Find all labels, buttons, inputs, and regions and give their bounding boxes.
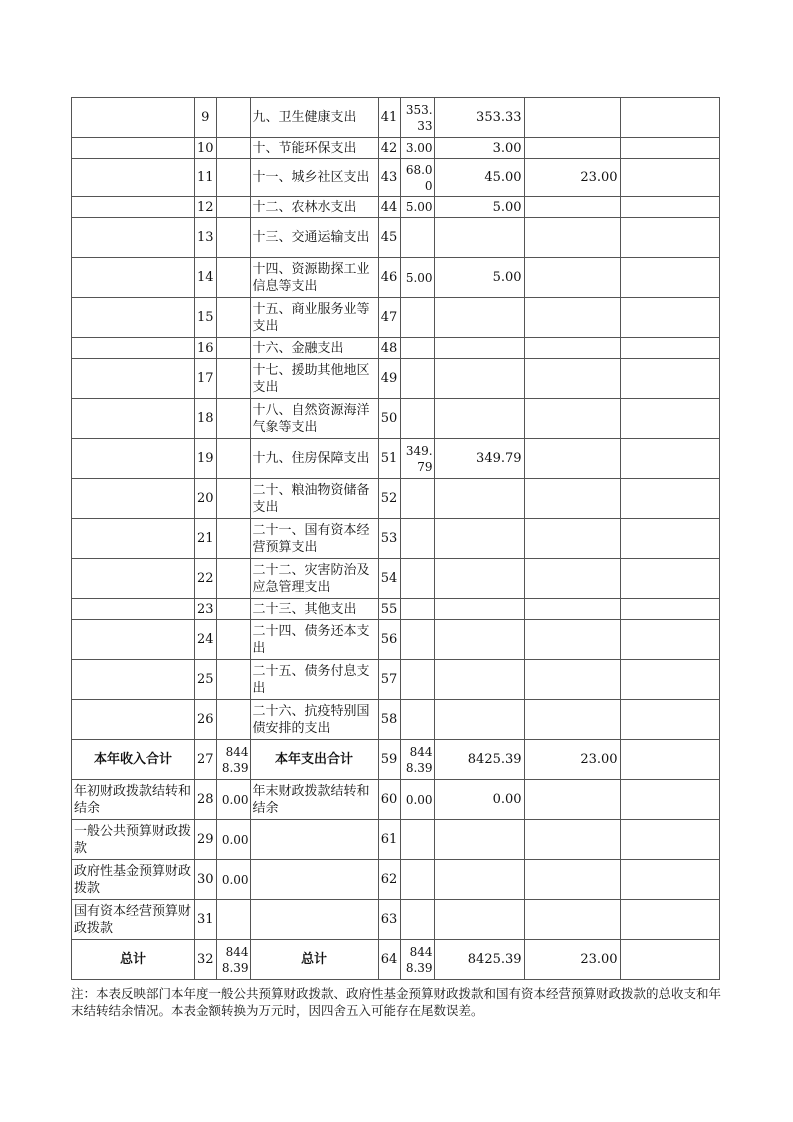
expense-line-no-cell: 54 bbox=[378, 559, 400, 599]
table-footnote: 注：本表反映部门本年度一般公共预算财政拨款、政府性基金预算财政拨款和国有资本经营预算财政拨款的总收支和年末结转结余情况。本表金额转换为万元时，因四舍五入可能存在尾数误差。 bbox=[71, 986, 722, 1018]
extra-cell bbox=[620, 159, 719, 197]
basic-expense-cell bbox=[434, 860, 524, 900]
project-expense-cell bbox=[524, 900, 620, 940]
extra-cell bbox=[620, 820, 719, 860]
expense-total-cell bbox=[400, 519, 434, 559]
income-line-no-cell: 29 bbox=[195, 820, 217, 860]
extra-cell bbox=[620, 359, 719, 399]
income-item-cell: 一般公共预算财政拨款 bbox=[72, 820, 195, 860]
expense-total-cell bbox=[400, 900, 434, 940]
expense-total-cell: 5.00 bbox=[400, 197, 434, 218]
extra-cell bbox=[620, 900, 719, 940]
income-line-no-cell: 12 bbox=[195, 197, 217, 218]
table-row bbox=[72, 298, 720, 338]
income-item-cell bbox=[72, 660, 195, 700]
income-item-cell bbox=[72, 218, 195, 258]
expense-total-cell bbox=[400, 559, 434, 599]
income-amount-cell bbox=[216, 559, 250, 599]
income-amount-cell bbox=[216, 660, 250, 700]
expense-item-cell: 十五、商业服务业等支出 bbox=[250, 298, 378, 338]
expense-item-cell: 二十、粮油物资储备支出 bbox=[250, 479, 378, 519]
income-amount-cell bbox=[216, 399, 250, 439]
basic-expense-cell: 0.00 bbox=[434, 780, 524, 820]
expense-total-cell bbox=[400, 359, 434, 399]
table-row bbox=[72, 338, 720, 359]
table-row bbox=[72, 258, 720, 298]
table-row bbox=[72, 218, 720, 258]
income-line-no-cell: 27 bbox=[195, 740, 217, 780]
income-amount-cell: 8448.39 bbox=[216, 740, 250, 780]
table-row bbox=[72, 138, 720, 159]
basic-expense-cell: 8425.39 bbox=[434, 740, 524, 780]
expense-item-cell: 十七、援助其他地区支出 bbox=[250, 359, 378, 399]
project-expense-cell bbox=[524, 519, 620, 559]
income-line-no-cell: 28 bbox=[195, 780, 217, 820]
income-line-no-cell: 17 bbox=[195, 359, 217, 399]
expense-total-cell: 68.00 bbox=[400, 159, 434, 197]
basic-expense-cell bbox=[434, 599, 524, 620]
project-expense-cell bbox=[524, 138, 620, 159]
expense-item-cell: 总计 bbox=[250, 940, 378, 980]
income-line-no-cell: 9 bbox=[195, 98, 217, 138]
table-row bbox=[72, 900, 720, 940]
extra-cell bbox=[620, 519, 719, 559]
income-item-cell: 政府性基金预算财政拨款 bbox=[72, 860, 195, 900]
expense-line-no-cell: 60 bbox=[378, 780, 400, 820]
project-expense-cell bbox=[524, 258, 620, 298]
expense-line-no-cell: 56 bbox=[378, 620, 400, 660]
table-row bbox=[72, 559, 720, 599]
income-item-cell bbox=[72, 258, 195, 298]
expense-item-cell: 二十四、债务还本支出 bbox=[250, 620, 378, 660]
extra-cell bbox=[620, 740, 719, 780]
basic-expense-cell bbox=[434, 700, 524, 740]
income-item-cell: 本年收入合计 bbox=[72, 740, 195, 780]
income-line-no-cell: 16 bbox=[195, 338, 217, 359]
table-row bbox=[72, 519, 720, 559]
income-line-no-cell: 24 bbox=[195, 620, 217, 660]
expense-line-no-cell: 41 bbox=[378, 98, 400, 138]
income-amount-cell bbox=[216, 479, 250, 519]
table-row bbox=[72, 740, 720, 780]
expense-item-cell: 十三、交通运输支出 bbox=[250, 218, 378, 258]
project-expense-cell bbox=[524, 820, 620, 860]
income-item-cell bbox=[72, 338, 195, 359]
expense-total-cell: 5.00 bbox=[400, 258, 434, 298]
basic-expense-cell bbox=[434, 338, 524, 359]
basic-expense-cell bbox=[434, 620, 524, 660]
income-amount-cell bbox=[216, 338, 250, 359]
expense-total-cell bbox=[400, 820, 434, 860]
income-item-cell bbox=[72, 197, 195, 218]
expense-total-cell bbox=[400, 660, 434, 700]
table-row bbox=[72, 359, 720, 399]
project-expense-cell bbox=[524, 660, 620, 700]
income-amount-cell bbox=[216, 197, 250, 218]
extra-cell bbox=[620, 599, 719, 620]
income-line-no-cell: 31 bbox=[195, 900, 217, 940]
expense-item-cell: 二十二、灾害防治及应急管理支出 bbox=[250, 559, 378, 599]
income-amount-cell bbox=[216, 359, 250, 399]
project-expense-cell bbox=[524, 780, 620, 820]
expense-total-cell: 8448.39 bbox=[400, 940, 434, 980]
project-expense-cell bbox=[524, 298, 620, 338]
project-expense-cell bbox=[524, 359, 620, 399]
expense-total-cell: 349.79 bbox=[400, 439, 434, 479]
project-expense-cell bbox=[524, 700, 620, 740]
expense-line-no-cell: 42 bbox=[378, 138, 400, 159]
extra-cell bbox=[620, 479, 719, 519]
table-row bbox=[72, 820, 720, 860]
income-line-no-cell: 22 bbox=[195, 559, 217, 599]
income-amount-cell bbox=[216, 700, 250, 740]
table-row bbox=[72, 780, 720, 820]
basic-expense-cell bbox=[434, 900, 524, 940]
income-item-cell bbox=[72, 98, 195, 138]
extra-cell bbox=[620, 338, 719, 359]
table-row bbox=[72, 620, 720, 660]
expense-total-cell bbox=[400, 298, 434, 338]
expense-item-cell: 十六、金融支出 bbox=[250, 338, 378, 359]
basic-expense-cell: 353.33 bbox=[434, 98, 524, 138]
table-row bbox=[72, 399, 720, 439]
income-item-cell: 国有资本经营预算财政拨款 bbox=[72, 900, 195, 940]
income-amount-cell: 0.00 bbox=[216, 860, 250, 900]
expense-total-cell bbox=[400, 700, 434, 740]
extra-cell bbox=[620, 660, 719, 700]
income-item-cell bbox=[72, 519, 195, 559]
basic-expense-cell bbox=[434, 660, 524, 700]
expense-item-cell: 十、节能环保支出 bbox=[250, 138, 378, 159]
income-line-no-cell: 20 bbox=[195, 479, 217, 519]
income-line-no-cell: 15 bbox=[195, 298, 217, 338]
income-amount-cell bbox=[216, 519, 250, 559]
extra-cell bbox=[620, 298, 719, 338]
expense-item-cell: 十一、城乡社区支出 bbox=[250, 159, 378, 197]
expense-line-no-cell: 51 bbox=[378, 439, 400, 479]
extra-cell bbox=[620, 620, 719, 660]
basic-expense-cell bbox=[434, 298, 524, 338]
income-line-no-cell: 13 bbox=[195, 218, 217, 258]
income-line-no-cell: 32 bbox=[195, 940, 217, 980]
table-row bbox=[72, 860, 720, 900]
expense-total-cell: 8448.39 bbox=[400, 740, 434, 780]
project-expense-cell bbox=[524, 559, 620, 599]
extra-cell bbox=[620, 439, 719, 479]
expense-total-cell bbox=[400, 218, 434, 258]
expense-line-no-cell: 58 bbox=[378, 700, 400, 740]
expense-item-cell: 本年支出合计 bbox=[250, 740, 378, 780]
income-amount-cell bbox=[216, 900, 250, 940]
expense-item-cell bbox=[250, 820, 378, 860]
income-line-no-cell: 19 bbox=[195, 439, 217, 479]
table-body bbox=[72, 98, 720, 980]
expense-item-cell: 年末财政拨款结转和结余 bbox=[250, 780, 378, 820]
extra-cell bbox=[620, 700, 719, 740]
basic-expense-cell bbox=[434, 519, 524, 559]
extra-cell bbox=[620, 559, 719, 599]
income-item-cell bbox=[72, 620, 195, 660]
income-amount-cell bbox=[216, 599, 250, 620]
income-item-cell bbox=[72, 559, 195, 599]
income-line-no-cell: 25 bbox=[195, 660, 217, 700]
expense-item-cell: 二十三、其他支出 bbox=[250, 599, 378, 620]
income-item-cell bbox=[72, 700, 195, 740]
income-amount-cell bbox=[216, 298, 250, 338]
expense-item-cell bbox=[250, 900, 378, 940]
expense-line-no-cell: 46 bbox=[378, 258, 400, 298]
extra-cell bbox=[620, 138, 719, 159]
expense-line-no-cell: 48 bbox=[378, 338, 400, 359]
expense-item-cell: 二十一、国有资本经营预算支出 bbox=[250, 519, 378, 559]
project-expense-cell bbox=[524, 197, 620, 218]
income-line-no-cell: 23 bbox=[195, 599, 217, 620]
table-row bbox=[72, 599, 720, 620]
expense-line-no-cell: 63 bbox=[378, 900, 400, 940]
project-expense-cell bbox=[524, 98, 620, 138]
expense-total-cell bbox=[400, 479, 434, 519]
expense-total-cell bbox=[400, 338, 434, 359]
expense-item-cell: 十八、自然资源海洋气象等支出 bbox=[250, 399, 378, 439]
expense-item-cell: 十九、住房保障支出 bbox=[250, 439, 378, 479]
extra-cell bbox=[620, 258, 719, 298]
table-row bbox=[72, 940, 720, 980]
income-line-no-cell: 21 bbox=[195, 519, 217, 559]
basic-expense-cell: 3.00 bbox=[434, 138, 524, 159]
expense-total-cell bbox=[400, 860, 434, 900]
expense-line-no-cell: 44 bbox=[378, 197, 400, 218]
income-amount-cell: 8448.39 bbox=[216, 940, 250, 980]
expense-item-cell: 二十六、抗疫特别国债安排的支出 bbox=[250, 700, 378, 740]
expense-line-no-cell: 43 bbox=[378, 159, 400, 197]
income-item-cell bbox=[72, 479, 195, 519]
extra-cell bbox=[620, 399, 719, 439]
expense-total-cell bbox=[400, 599, 434, 620]
expense-total-cell: 0.00 bbox=[400, 780, 434, 820]
basic-expense-cell: 45.00 bbox=[434, 159, 524, 197]
project-expense-cell: 23.00 bbox=[524, 740, 620, 780]
income-line-no-cell: 14 bbox=[195, 258, 217, 298]
income-amount-cell bbox=[216, 98, 250, 138]
income-item-cell bbox=[72, 138, 195, 159]
expense-line-no-cell: 64 bbox=[378, 940, 400, 980]
expense-line-no-cell: 49 bbox=[378, 359, 400, 399]
income-item-cell bbox=[72, 399, 195, 439]
project-expense-cell bbox=[524, 860, 620, 900]
basic-expense-cell bbox=[434, 820, 524, 860]
table-row bbox=[72, 439, 720, 479]
expense-line-no-cell: 61 bbox=[378, 820, 400, 860]
table-row bbox=[72, 479, 720, 519]
income-amount-cell bbox=[216, 620, 250, 660]
project-expense-cell bbox=[524, 599, 620, 620]
basic-expense-cell bbox=[434, 479, 524, 519]
expense-item-cell: 十二、农林水支出 bbox=[250, 197, 378, 218]
basic-expense-cell bbox=[434, 218, 524, 258]
expense-item-cell: 二十五、债务付息支出 bbox=[250, 660, 378, 700]
income-amount-cell bbox=[216, 138, 250, 159]
income-item-cell: 总计 bbox=[72, 940, 195, 980]
income-amount-cell bbox=[216, 258, 250, 298]
basic-expense-cell: 5.00 bbox=[434, 258, 524, 298]
expense-line-no-cell: 62 bbox=[378, 860, 400, 900]
expense-item-cell bbox=[250, 860, 378, 900]
income-amount-cell: 0.00 bbox=[216, 820, 250, 860]
expense-line-no-cell: 47 bbox=[378, 298, 400, 338]
expense-line-no-cell: 55 bbox=[378, 599, 400, 620]
expense-line-no-cell: 59 bbox=[378, 740, 400, 780]
basic-expense-cell: 8425.39 bbox=[434, 940, 524, 980]
extra-cell bbox=[620, 98, 719, 138]
expense-line-no-cell: 50 bbox=[378, 399, 400, 439]
expense-total-cell: 3.00 bbox=[400, 138, 434, 159]
basic-expense-cell bbox=[434, 359, 524, 399]
income-amount-cell bbox=[216, 218, 250, 258]
expense-line-no-cell: 52 bbox=[378, 479, 400, 519]
income-line-no-cell: 10 bbox=[195, 138, 217, 159]
expense-total-cell bbox=[400, 620, 434, 660]
income-item-cell bbox=[72, 159, 195, 197]
project-expense-cell bbox=[524, 439, 620, 479]
expense-item-cell: 九、卫生健康支出 bbox=[250, 98, 378, 138]
income-line-no-cell: 18 bbox=[195, 399, 217, 439]
income-amount-cell bbox=[216, 439, 250, 479]
extra-cell bbox=[620, 860, 719, 900]
project-expense-cell bbox=[524, 479, 620, 519]
income-line-no-cell: 30 bbox=[195, 860, 217, 900]
income-item-cell: 年初财政拨款结转和结余 bbox=[72, 780, 195, 820]
budget-table bbox=[71, 97, 720, 980]
income-item-cell bbox=[72, 599, 195, 620]
basic-expense-cell: 349.79 bbox=[434, 439, 524, 479]
expense-line-no-cell: 57 bbox=[378, 660, 400, 700]
project-expense-cell bbox=[524, 620, 620, 660]
table-row bbox=[72, 700, 720, 740]
table-row bbox=[72, 660, 720, 700]
expense-line-no-cell: 45 bbox=[378, 218, 400, 258]
project-expense-cell: 23.00 bbox=[524, 940, 620, 980]
extra-cell bbox=[620, 780, 719, 820]
expense-item-cell: 十四、资源勘探工业信息等支出 bbox=[250, 258, 378, 298]
table-row bbox=[72, 197, 720, 218]
basic-expense-cell bbox=[434, 399, 524, 439]
income-item-cell bbox=[72, 359, 195, 399]
expense-line-no-cell: 53 bbox=[378, 519, 400, 559]
income-line-no-cell: 11 bbox=[195, 159, 217, 197]
table-row bbox=[72, 159, 720, 197]
basic-expense-cell bbox=[434, 559, 524, 599]
expense-total-cell bbox=[400, 399, 434, 439]
project-expense-cell bbox=[524, 338, 620, 359]
table-row bbox=[72, 98, 720, 138]
income-amount-cell: 0.00 bbox=[216, 780, 250, 820]
expense-total-cell: 353.33 bbox=[400, 98, 434, 138]
extra-cell bbox=[620, 197, 719, 218]
project-expense-cell bbox=[524, 399, 620, 439]
income-item-cell bbox=[72, 439, 195, 479]
income-amount-cell bbox=[216, 159, 250, 197]
basic-expense-cell: 5.00 bbox=[434, 197, 524, 218]
extra-cell bbox=[620, 218, 719, 258]
income-item-cell bbox=[72, 298, 195, 338]
project-expense-cell bbox=[524, 218, 620, 258]
income-line-no-cell: 26 bbox=[195, 700, 217, 740]
extra-cell bbox=[620, 940, 719, 980]
project-expense-cell: 23.00 bbox=[524, 159, 620, 197]
